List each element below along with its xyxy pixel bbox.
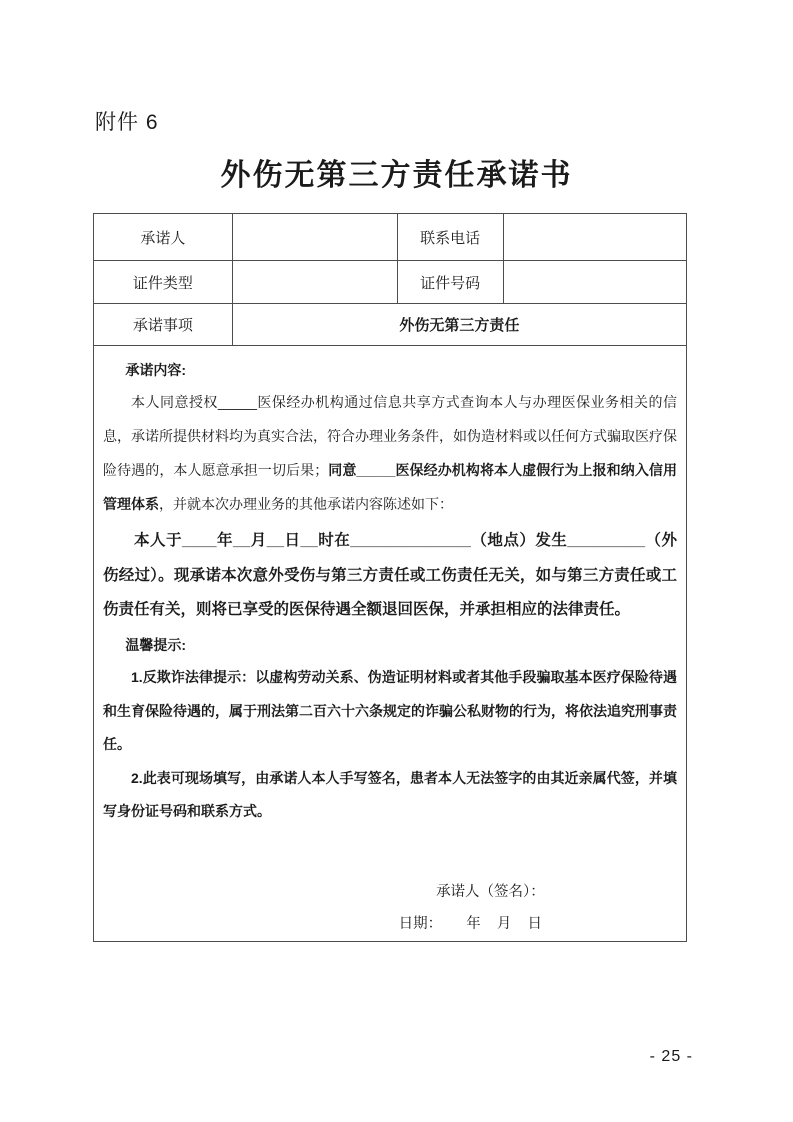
document-title: 外伤无第三方责任承诺书 (220, 159, 573, 192)
authorization-paragraph (103, 386, 677, 522)
commitment-form-table (93, 213, 687, 942)
authorization-text-part3: ，并就本次办理业务的其他承诺内容陈述如下： (159, 495, 453, 512)
date-line: 日期： 年 月 日 (398, 915, 543, 932)
authorization-text-bold: 同意_____医保经办机构将本人虚假行为上报和纳入信用管理体系 (103, 461, 678, 512)
table-row-id-type-number (94, 261, 687, 304)
commitment-item-label: 承诺事项 (94, 304, 233, 346)
table-row-commitment-content (94, 346, 687, 942)
commitment-content-heading: 承诺内容: (125, 362, 187, 378)
commitment-content-cell (94, 346, 687, 942)
promiser-value-cell (232, 214, 397, 261)
page-number: - 25 - (649, 1048, 693, 1065)
id-number-value-cell (503, 261, 686, 304)
table-row-promiser-phone (94, 214, 687, 261)
contact-phone-value-cell (503, 214, 686, 261)
tip-antifraud-paragraph: 1.反欺诈法律提示：以虚构劳动关系、伪造证明材料或者其他手段骗取基本医疗保险待遇和生育保险待遇的，属于刑法第二百六十六条规定的诈骗公私财物的行为，将依法追究刑事责任。 (103, 669, 677, 753)
id-number-label: 证件号码 (397, 261, 503, 304)
authorization-text-part1: 本人同意授权_____医保经办机构通过信息共享方式查询本人与办理医保业务相关的信息，承诺所提供材料均为真实合法，符合办理业务条件，如伪造材料或以任何方式骗取医疗保险待遇的，本人愿意承担一切后果； (103, 394, 677, 478)
contact-phone-label: 联系电话 (397, 214, 503, 261)
id-type-value-cell (232, 261, 397, 304)
attachment-number-label: 附件 6 (95, 111, 159, 134)
id-type-label: 证件类型 (94, 261, 233, 304)
signature-spacer (103, 829, 677, 877)
promiser-label: 承诺人 (94, 214, 233, 261)
promiser-signature-line: 承诺人（签名）： (436, 884, 545, 901)
tip-fill-instructions-paragraph: 2.此表可现场填写，由承诺人本人手写签名，患者本人无法签字的由其近亲属代签，并填写身份证号码和联系方式。 (103, 769, 677, 820)
table-row-commitment-item (94, 304, 687, 346)
commitment-statement-paragraph: 本人于____年__月__日__时在______________（地点）发生_________（外伤经过）。现承诺本次意外受伤与第三方责任或工伤责任无关，如与第三方责任或工伤责任有关，则将已享受的医保待遇全额退回医保，并承担相应的法律责任。 (103, 531, 677, 619)
tips-heading: 温馨提示: (125, 637, 187, 654)
commitment-item-value: 外伤无第三方责任 (232, 304, 686, 346)
